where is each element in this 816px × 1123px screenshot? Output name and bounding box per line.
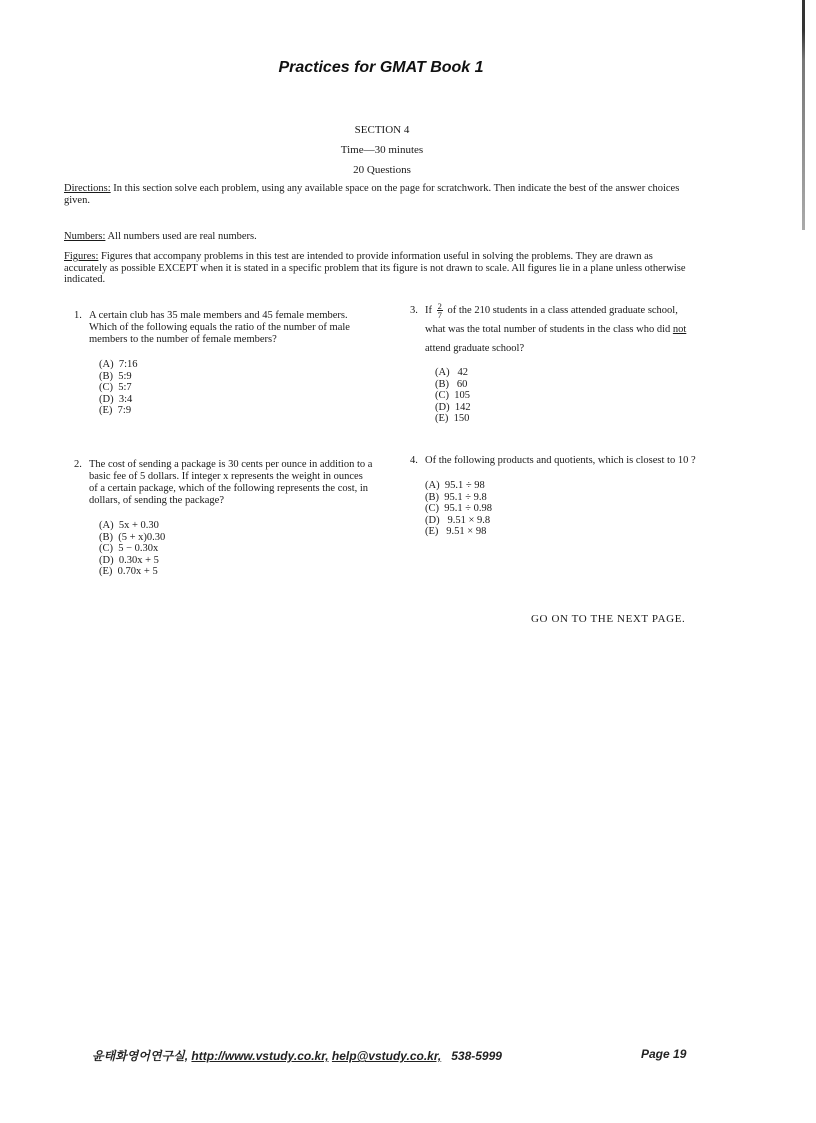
- question-stem: [74, 310, 366, 346]
- choice-d: (D) 142: [435, 401, 471, 413]
- footer-phone: 538-5999: [451, 1049, 502, 1063]
- choice-e: (E) 9.51 × 98: [425, 526, 487, 537]
- figures-paragraph: [64, 251, 698, 286]
- question-number: 1.: [74, 310, 82, 321]
- footer-org: 윤태화영어연구실,: [92, 1049, 189, 1063]
- numbers-text: All numbers used are real numbers.: [107, 231, 257, 242]
- footer-website-link[interactable]: http://www.vstudy.co.kr,: [191, 1049, 329, 1063]
- fraction: [437, 302, 443, 319]
- question-4: [410, 455, 698, 548]
- choice-b: (B) (5 + x)0.30: [99, 531, 166, 543]
- go-on-notice: GO ON TO THE NEXT PAGE.: [531, 613, 686, 625]
- directions-paragraph: [64, 183, 698, 206]
- answer-choices: [99, 520, 374, 578]
- choice-d: (D) 0.30x + 5: [99, 554, 159, 566]
- question-text: Of the following products and quotients, which is closest to 10 ?: [425, 455, 696, 466]
- question-stem: [74, 459, 374, 507]
- question-text-middle: of the 210 students in a class attended graduate school, what was the total number of students in the class who did: [425, 305, 678, 335]
- choice-c: (C) 95.1 ÷ 0.98: [425, 503, 493, 514]
- question-2: [74, 459, 374, 588]
- choice-b: (B) 60: [435, 378, 468, 390]
- choice-b: (B) 95.1 ÷ 9.8: [425, 491, 487, 503]
- scan-edge-mark: [802, 0, 805, 230]
- page-number: Page 19: [641, 1047, 687, 1061]
- question-text: A certain club has 35 male members and 45 female members. Which of the following equals the ratio of the number of male members to the number of female members?: [89, 310, 350, 345]
- question-number: 3.: [410, 305, 418, 316]
- question-text-prefix: If: [425, 305, 432, 316]
- choice-c: (C) 105: [435, 390, 470, 401]
- answer-choices: [99, 359, 366, 417]
- section-question-count: 20 Questions: [353, 164, 411, 176]
- choice-b: (B) 5:9: [99, 370, 132, 382]
- section-name: SECTION 4: [354, 124, 410, 136]
- choice-c: (C) 5:7: [99, 382, 132, 393]
- fraction-denominator: 7: [437, 310, 442, 321]
- page-footer: [92, 1047, 712, 1064]
- numbers-label: Numbers:: [64, 231, 106, 242]
- choice-d: (D) 3:4: [99, 393, 133, 405]
- figures-label: Figures:: [64, 251, 99, 262]
- page-header-title: Practices for GMAT Book 1: [278, 59, 484, 76]
- question-3: [410, 301, 698, 435]
- question-stem: [410, 301, 698, 358]
- question-stem: [410, 455, 698, 467]
- choice-a: (A) 5x + 0.30: [99, 520, 159, 531]
- answer-choices: [425, 480, 698, 538]
- question-text-suffix: attend graduate school?: [425, 343, 525, 354]
- question-1: [74, 310, 366, 427]
- choice-e: (E) 0.70x + 5: [99, 566, 158, 577]
- footer-email-link[interactable]: help@vstudy.co.kr,: [331, 1049, 442, 1063]
- choice-a: (A) 7:16: [99, 359, 138, 370]
- choice-e: (E) 150: [435, 413, 470, 424]
- question-text-emphasis: not: [672, 324, 687, 335]
- choice-e: (E) 7:9: [99, 405, 132, 416]
- directions-text: In this section solve each problem, using any available space on the page for scratchwork. Then indicate the best of the answer choices given.: [64, 183, 680, 206]
- choice-a: (A) 42: [435, 367, 468, 378]
- question-text: [425, 301, 698, 358]
- choice-c: (C) 5 − 0.30x: [99, 543, 159, 554]
- question-text: The cost of sending a package is 30 cents per ounce in addition to a basic fee of 5 dollars. If integer x represents the weight in ounces of a certain package, which of the following represents the cost, in dollars, of sending the package?: [89, 459, 373, 506]
- choice-a: (A) 95.1 ÷ 98: [425, 480, 485, 491]
- question-number: 2.: [74, 459, 82, 470]
- numbers-paragraph: [64, 231, 698, 243]
- choice-d: (D) 9.51 × 9.8: [425, 514, 491, 526]
- section-time: Time—30 minutes: [340, 144, 424, 156]
- answer-choices: [435, 367, 698, 425]
- directions-label: Directions:: [64, 183, 111, 194]
- fraction-numerator: 2: [437, 301, 442, 312]
- figures-text: Figures that accompany problems in this test are intended to provide information useful in solving the problems. They are drawn as accurately as possible EXCEPT when it is stated in a specific problem that its figure is not drawn to scale. All figures lie in a plane unless otherwise indicated.: [64, 251, 686, 285]
- question-number: 4.: [410, 455, 418, 466]
- section-heading: [282, 120, 482, 180]
